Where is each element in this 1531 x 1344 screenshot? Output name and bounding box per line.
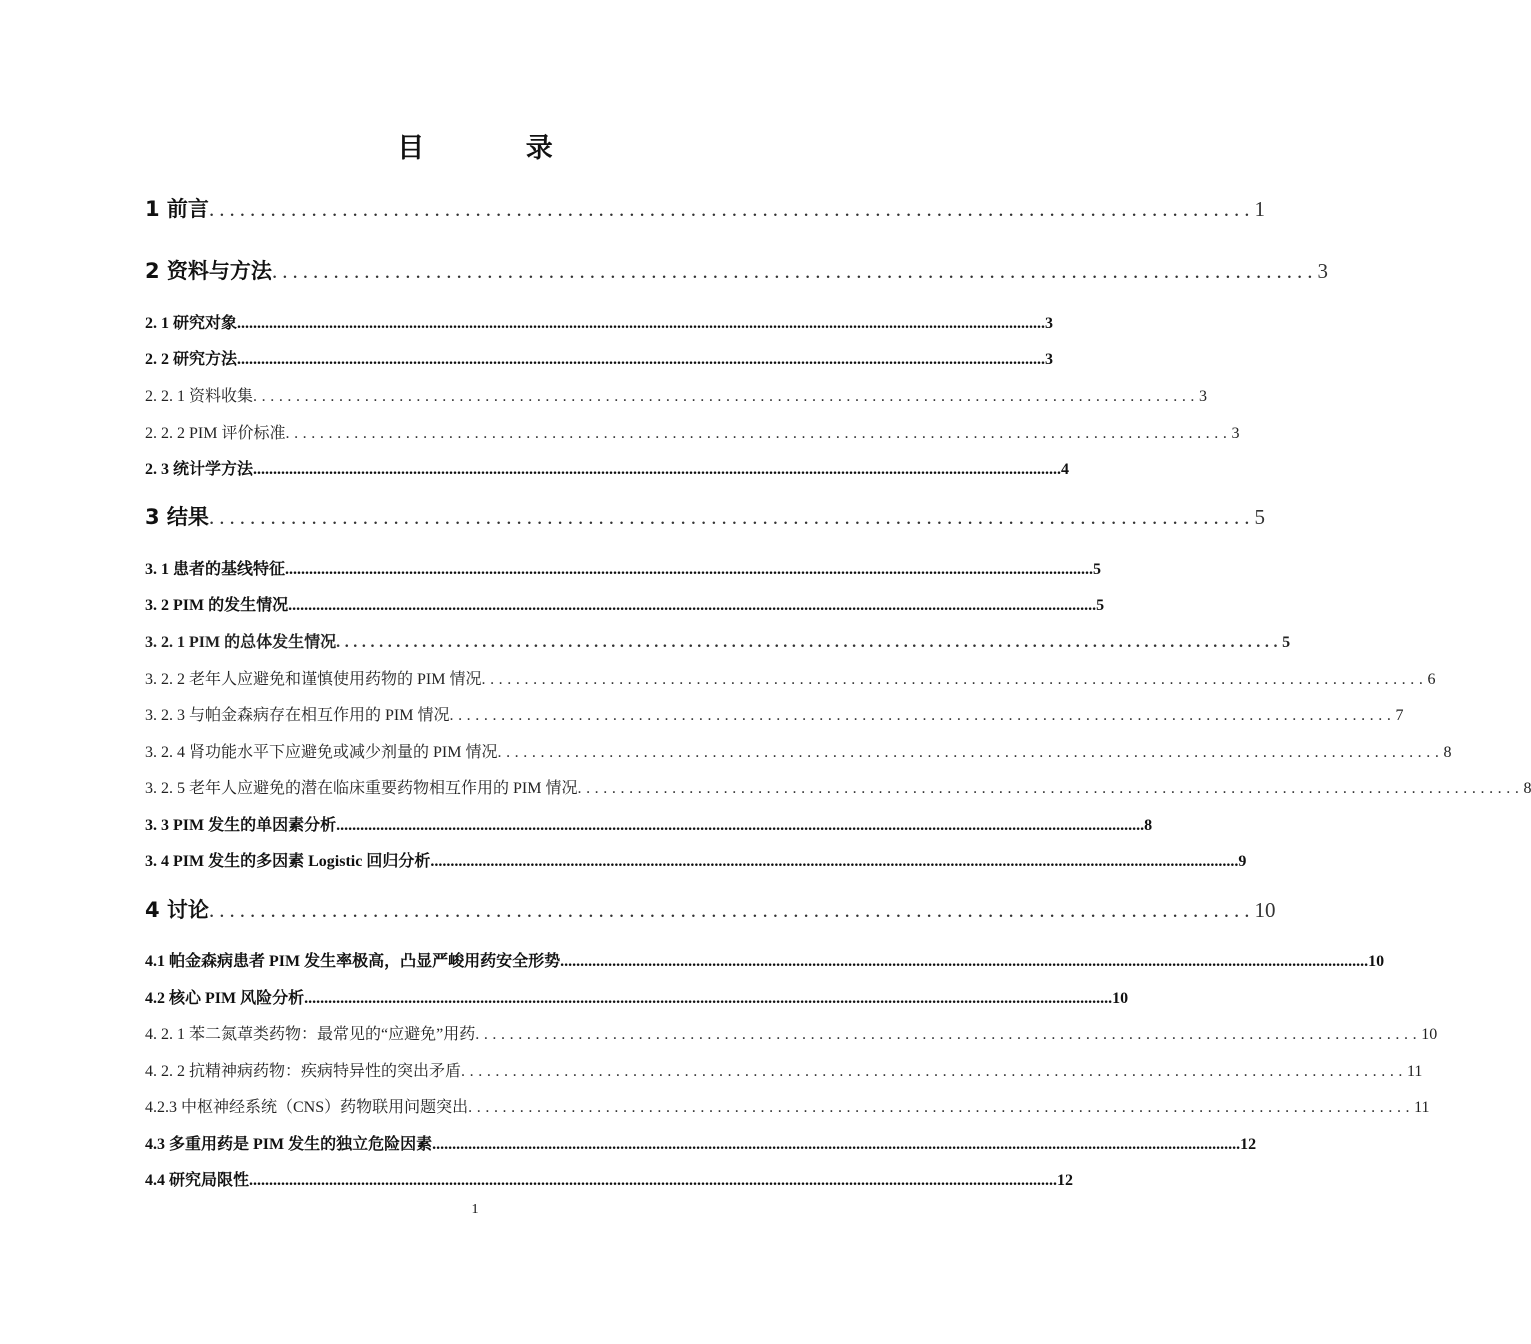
toc-entry[interactable] [145, 501, 1265, 531]
toc-entry[interactable] [145, 629, 1291, 652]
toc-entry[interactable] [145, 739, 1452, 762]
toc-leader-dots: .......................................................................................................................................................................................................... [430, 853, 1239, 870]
toc-leader-dots: .............................................................................................................. [253, 388, 1200, 405]
toc-entry-page: 11 [1414, 1099, 1430, 1116]
toc-entry-page: 12 [1240, 1136, 1257, 1153]
toc-leader-dots: .............................................................................................................. [449, 707, 1396, 724]
toc-entry-label: 2. 1 研究对象 [145, 315, 238, 332]
toc-entry-page: 5 [1096, 597, 1105, 614]
toc-entry[interactable] [145, 948, 1385, 971]
toc-entry-label: 4.3 多重用药是 PIM 发生的独立危险因素 [145, 1136, 433, 1153]
toc-entry-page: 4 [1061, 461, 1070, 478]
toc-leader-dots: .............................................................................................................. [497, 744, 1444, 761]
toc-entry[interactable] [145, 702, 1404, 725]
toc-entry-page: 3 [1045, 315, 1054, 332]
toc-entry[interactable] [145, 1094, 1430, 1117]
toc-entry[interactable] [145, 894, 1276, 924]
toc-entry-label: 4.2.3 中枢神经系统（CNS）药物联用问题突出 [145, 1099, 469, 1116]
toc-entry-page: 8 [1523, 780, 1531, 797]
toc-leader-dots: .............................................................................................................. [461, 1063, 1408, 1080]
toc-leader-dots: .......................................................................................................................................................................................................... [285, 561, 1094, 578]
toc-entry[interactable] [145, 346, 1054, 369]
toc-entry-label: 3. 2. 4 肾功能水平下应避免或减少剂量的 PIM 情况 [145, 744, 498, 761]
toc-entry-page: 12 [1057, 1172, 1074, 1189]
toc-entry-label: 2. 2. 2 PIM 评价标准 [145, 425, 286, 442]
toc-entry-page: 3 [1199, 388, 1208, 405]
toc-entry-page: 10 [1112, 990, 1129, 1007]
toc-entry[interactable] [145, 193, 1265, 223]
toc-leader-dots: .......................................................................................................................................................................................................... [249, 1172, 1058, 1189]
toc-entry-page: 6 [1427, 671, 1436, 688]
toc-entry-page: 3 [1231, 425, 1240, 442]
toc-entry-label: 3. 2 PIM 的发生情况 [145, 597, 289, 614]
toc-leader-dots: ...................................................................................................... [208, 898, 1255, 922]
toc-entry[interactable] [145, 985, 1129, 1008]
toc-entry[interactable] [145, 775, 1531, 798]
toc-leader-dots: .......................................................................................................................................................................................................... [432, 1136, 1241, 1153]
toc-entry-label: 3. 3 PIM 发生的单因素分析 [145, 817, 337, 834]
toc-leader-dots: .......................................................................................................................................................................................................... [288, 597, 1097, 614]
toc-entry-page: 9 [1238, 853, 1247, 870]
toc-leader-dots: .......................................................................................................................................................................................................... [237, 351, 1046, 368]
toc-entry-label: 2. 2 研究方法 [145, 351, 238, 368]
toc-entry-label: 4 讨论 [145, 898, 209, 922]
toc-entry-label: 2. 2. 1 资料收集 [145, 388, 254, 405]
toc-entry-label: 1 前言 [145, 197, 209, 221]
page-title: 目 录 [397, 133, 599, 164]
toc-entry-page: 10 [1254, 898, 1276, 922]
toc-entry-label: 4. 2. 2 抗精神病药物：疾病特异性的突出矛盾 [145, 1063, 462, 1080]
toc-leader-dots: .............................................................................................................. [285, 425, 1232, 442]
toc-entry-label: 2 资料与方法 [145, 259, 272, 283]
toc-entry-page: 10 [1368, 953, 1385, 970]
toc-leader-dots: .......................................................................................................................................................................................................... [336, 817, 1145, 834]
toc-entry-page: 5 [1093, 561, 1102, 578]
page-number: 1 [471, 1202, 479, 1217]
toc-entry-page: 5 [1254, 505, 1265, 529]
toc-leader-dots: .......................................................................................................................................................................................................... [253, 461, 1062, 478]
toc-entry-page: 3 [1317, 259, 1328, 283]
toc-leader-dots: ...................................................................................................... [208, 505, 1255, 529]
toc-entry-label: 4.1 帕金森病患者 PIM 发生率极高，凸显严峻用药安全形势 [145, 953, 561, 970]
toc-entry[interactable] [145, 848, 1247, 871]
toc-leader-dots: ...................................................................................................... [271, 259, 1318, 283]
toc-entry-page: 10 [1421, 1026, 1438, 1043]
toc-entry-label: 3. 2. 1 PIM 的总体发生情况 [145, 634, 337, 651]
toc-leader-dots: .............................................................................................................. [475, 1026, 1422, 1043]
toc-entry-label: 4. 2. 1 苯二氮䓬类药物：最常见的“应避免”用药 [145, 1026, 476, 1043]
toc-entry-label: 3. 2. 3 与帕金森病存在相互作用的 PIM 情况 [145, 707, 450, 724]
toc-leader-dots: ...................................................................................................... [208, 197, 1255, 221]
toc-entry-page: 7 [1395, 707, 1404, 724]
toc-entry[interactable] [145, 1058, 1423, 1081]
toc-leader-dots: .............................................................................................................. [468, 1099, 1415, 1116]
toc-entry-page: 11 [1407, 1063, 1423, 1080]
toc-leader-dots: .......................................................................................................................................................................................................... [560, 953, 1369, 970]
toc-entry-page: 1 [1254, 197, 1265, 221]
toc-entry-label: 3. 2. 5 老年人应避免的潜在临床重要药物相互作用的 PIM 情况 [145, 780, 578, 797]
toc-leader-dots: .............................................................................................................. [481, 671, 1428, 688]
toc-entry-label: 3. 2. 2 老年人应避免和谨慎使用药物的 PIM 情况 [145, 671, 482, 688]
toc-entry-label: 3. 1 患者的基线特征 [145, 561, 286, 578]
toc-entry-page: 8 [1443, 744, 1452, 761]
toc-entry[interactable] [145, 456, 1070, 479]
toc-entry-page: 3 [1045, 351, 1054, 368]
toc-entry-label: 2. 3 统计学方法 [145, 461, 254, 478]
toc-entry[interactable] [145, 383, 1208, 406]
toc-entry-label: 3 结果 [145, 505, 209, 529]
toc-leader-dots: .............................................................................................................. [577, 780, 1524, 797]
toc-leader-dots: .............................................................................................................. [336, 634, 1283, 651]
toc-entry[interactable] [145, 666, 1436, 689]
toc-entry-page: 8 [1144, 817, 1153, 834]
toc-entry[interactable] [145, 1021, 1438, 1044]
toc-entry-label: 4.4 研究局限性 [145, 1172, 250, 1189]
toc-entry[interactable] [145, 1131, 1257, 1154]
toc-leader-dots: .......................................................................................................................................................................................................... [237, 315, 1046, 332]
toc-entry[interactable] [145, 255, 1328, 285]
toc-entry[interactable] [145, 812, 1153, 835]
toc-entry-page: 5 [1282, 634, 1291, 651]
toc-entry[interactable] [145, 420, 1240, 443]
toc-entry[interactable] [145, 310, 1054, 333]
toc-entry[interactable] [145, 1167, 1074, 1190]
toc-leader-dots: .......................................................................................................................................................................................................... [304, 990, 1113, 1007]
toc-entry-label: 3. 4 PIM 发生的多因素 Logistic 回归分析 [145, 853, 431, 870]
toc-entry[interactable] [145, 592, 1105, 615]
toc-entry-label: 4.2 核心 PIM 风险分析 [145, 990, 305, 1007]
toc-entry[interactable] [145, 556, 1102, 579]
